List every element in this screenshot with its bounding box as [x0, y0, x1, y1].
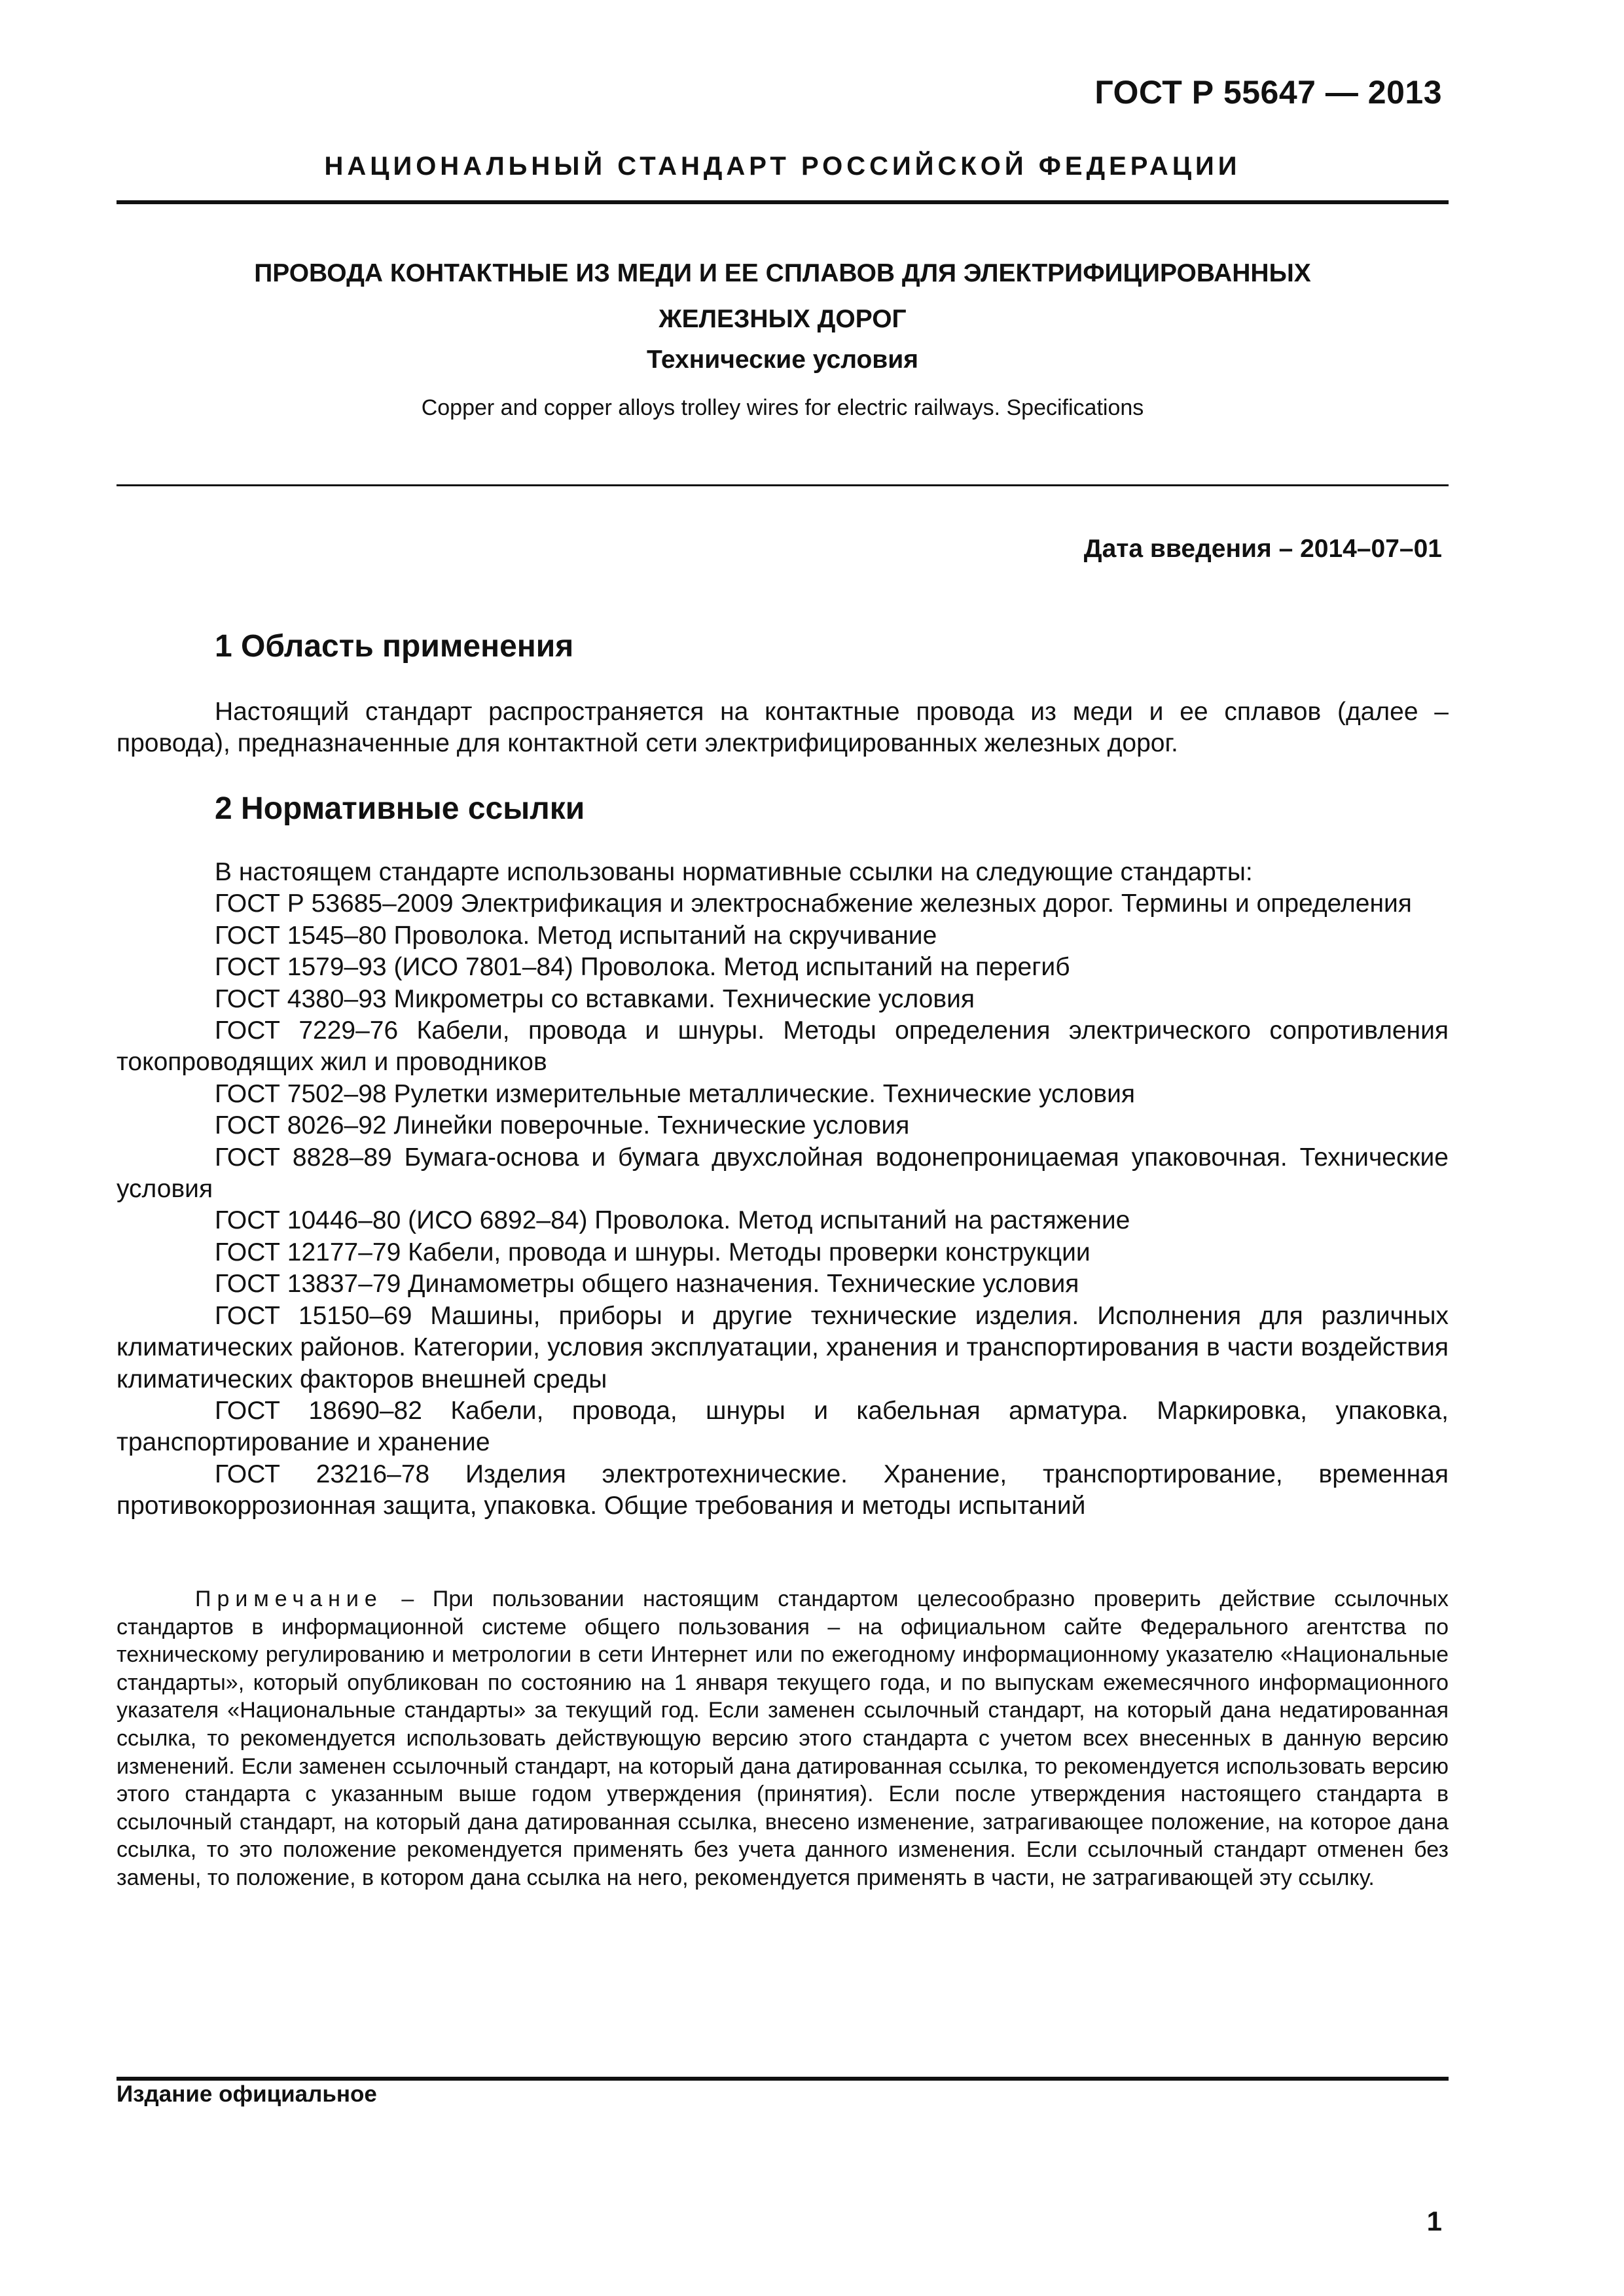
note-block [117, 1585, 1449, 1892]
reference-item: ГОСТ 8828–89 Бумага-основа и бумага двухслойная водонепроницаемая упаковочная. Технические условия [117, 1143, 1449, 1204]
edition-label: Издание официальное [117, 2081, 377, 2107]
introduction-date: Дата введения – 2014–07–01 [1083, 535, 1442, 563]
reference-item: ГОСТ 13837–79 Динамометры общего назначения. Технические условия [215, 1270, 1079, 1299]
reference-item: ГОСТ 7229–76 Кабели, провода и шнуры. Методы определения электрического сопротивления токопроводящих жил и проводников [117, 1016, 1449, 1077]
note-paragraph [117, 1585, 1449, 1892]
english-title: Copper and copper alloys trolley wires for electric railways. Specifications [421, 395, 1144, 420]
title-line-2: ЖЕЛЕЗНЫХ ДОРОГ [659, 305, 907, 333]
section-1-body [117, 696, 1449, 760]
reference-item: ГОСТ 18690–82 Кабели, провода, шнуры и кабельная арматура. Маркировка, упаковка, транспортирование и хранение [117, 1396, 1449, 1457]
reference-item: ГОСТ Р 53685–2009 Электрификация и электроснабжение железных дорог. Термины и определения [215, 889, 1412, 918]
section-2-intro: В настоящем стандарте использованы нормативные ссылки на следующие стандарты: [215, 858, 1253, 886]
reference-item: ГОСТ 12177–79 Кабели, провода и шнуры. Методы проверки конструкции [215, 1238, 1091, 1266]
reference-item: ГОСТ 10446–80 (ИСО 6892–84) Проволока. Метод испытаний на растяжение [215, 1206, 1130, 1235]
document-subtitle: Технические условия [646, 346, 918, 374]
reference-item: ГОСТ 23216–78 Изделия электротехнические. Хранение, транспортирование, временная противокоррозионная защита, упаковка. Общие требования и методы испытаний [117, 1460, 1449, 1520]
reference-item: ГОСТ 4380–93 Микрометры со вставками. Технические условия [215, 984, 975, 1013]
note-text: – При пользовании настоящим стандартом целесообразно проверить действие ссылочных стандартов в информационной системе общего пользования – на официальном сайте Федерального агентства по техническому регулированию и метрологии в сети Интернет или по ежегодному информационному указателю «Национальные стандарты», который опубликован по состоянию на 1 января текущего года, и по выпускам ежемесячного информационного указателя «Национальные стандарты» за текущий год. Если заменен ссылочный стандарт, на который дана недатированная ссылка, то рекомендуется использовать действующую версию этого стандарта с учетом всех внесенных в данную версию изменений. Если заменен ссылочный стандарт, на который дана датированная ссылка, то рекомендуется использовать версию этого стандарта с указанным выше годом утверждения (принятия). Если после утверждения настоящего стандарта в ссылочный стандарт, на который дана датированная ссылка, внесено изменение, затрагивающее положение, на которое дана ссылка, то это положение рекомендуется применять без учета данного изменения. Если ссылочный стандарт отменен без замены, то положение, в котором дана ссылка на него, рекомендуется применять в части, не затрагивающей эту ссылку. [117, 1587, 1449, 1890]
reference-item: ГОСТ 8026–92 Линейки поверочные. Технические условия [215, 1111, 910, 1140]
document-code: ГОСТ Р 55647 — 2013 [1094, 74, 1442, 111]
bottom-divider [117, 2077, 1449, 2081]
section-1-paragraph: Настоящий стандарт распространяется на контактные провода из меди и ее сплавов (далее – провода), предназначенные для контактной сети электрифицированных железных дорог. [117, 698, 1449, 758]
standard-title: НАЦИОНАЛЬНЫЙ СТАНДАРТ РОССИЙСКОЙ ФЕДЕРАЦИИ [324, 152, 1241, 181]
section-2-heading: 2 Нормативные ссылки [215, 791, 585, 826]
reference-item: ГОСТ 1545–80 Проволока. Метод испытаний на скручивание [215, 921, 937, 950]
title-divider [117, 484, 1449, 486]
note-lead: Примечание [195, 1587, 383, 1611]
reference-item: ГОСТ 15150–69 Машины, приборы и другие технические изделия. Исполнения для различных климатических районов. Категории, условия эксплуатации, хранения и транспортирования в части воздействия климатических факторов внешней среды [117, 1301, 1449, 1393]
section-1-heading: 1 Область применения [215, 629, 574, 664]
page-number: 1 [1426, 2206, 1442, 2236]
document-title [117, 251, 1449, 342]
top-divider [117, 200, 1449, 204]
reference-item: ГОСТ 1579–93 (ИСО 7801–84) Проволока. Метод испытаний на перегиб [215, 953, 1070, 982]
reference-item: ГОСТ 7502–98 Рулетки измерительные металлические. Технические условия [215, 1079, 1136, 1108]
section-2-body [117, 857, 1449, 1522]
title-line-1: ПРОВОДА КОНТАКТНЫЕ ИЗ МЕДИ И ЕЕ СПЛАВОВ ДЛЯ ЭЛЕКТРИФИЦИРОВАННЫХ [254, 259, 1311, 287]
